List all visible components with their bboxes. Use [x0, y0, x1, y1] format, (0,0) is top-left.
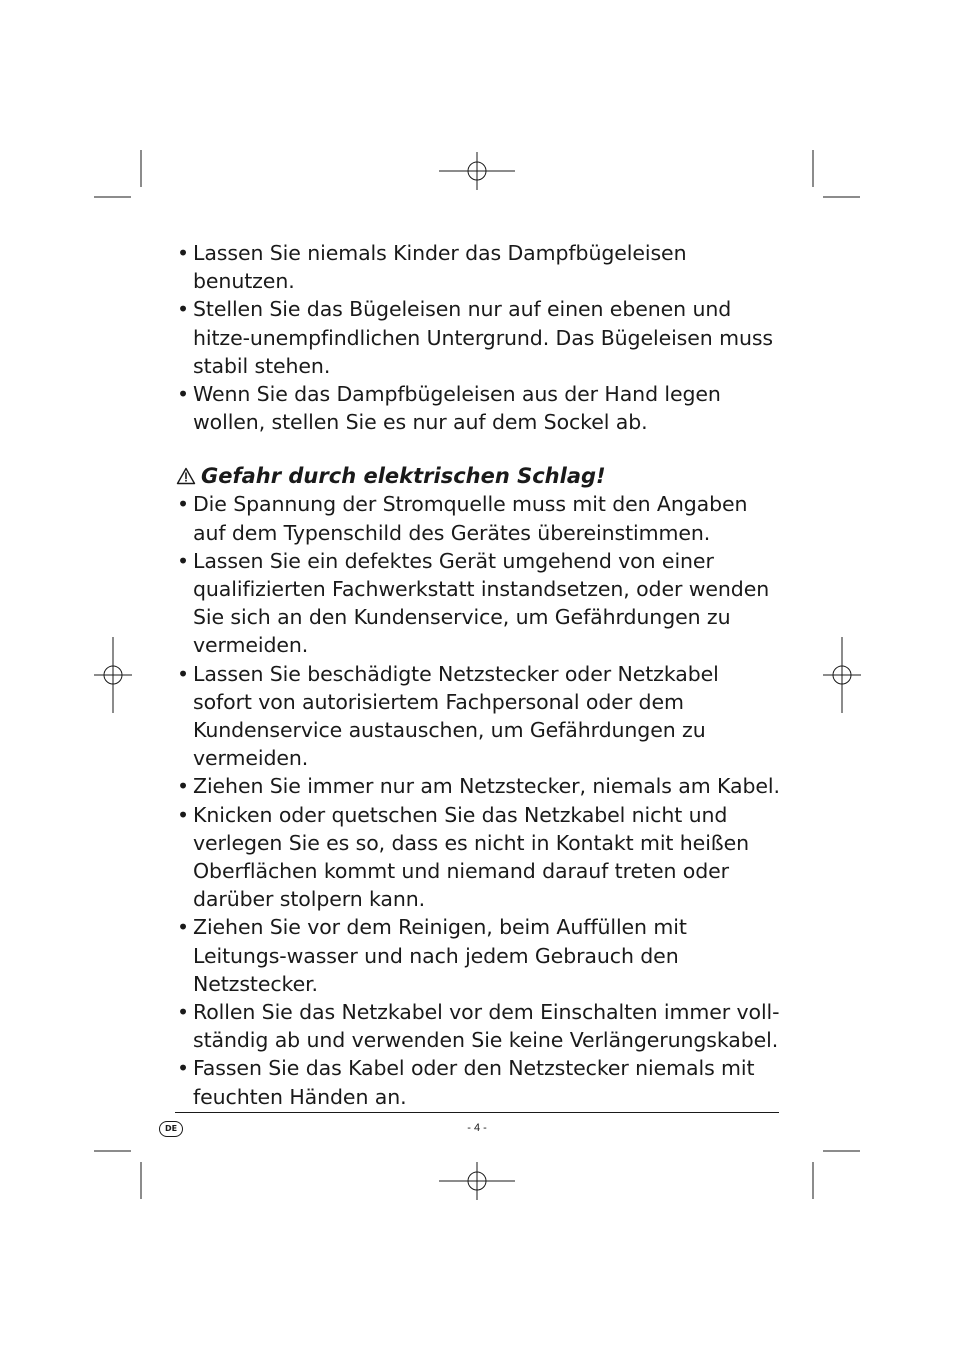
- list-item: [176, 239, 780, 295]
- list-item-text: Lassen Sie beschädigte Netzstecker oder Netzkabel sofort von autorisiertem Fachpersonal oder dem Kundenservice austauschen, um Gefährdungen zu vermeiden.: [193, 661, 719, 771]
- bullet-icon: •: [177, 774, 189, 799]
- section-heading: [176, 462, 780, 490]
- bullet-icon: •: [177, 1000, 189, 1025]
- registration-target-top: [439, 152, 515, 190]
- list-item: [176, 547, 780, 660]
- list-item-text: Fassen Sie das Kabel oder den Netzstecker niemals mit feuchten Händen an.: [193, 1056, 755, 1109]
- list-item: [176, 1054, 780, 1110]
- bullet-icon: •: [177, 297, 189, 322]
- list-item: [176, 913, 780, 998]
- page-content: [176, 239, 780, 1111]
- list-item: [176, 998, 780, 1054]
- page-number: - 4 -: [467, 1122, 487, 1134]
- footer-divider: [175, 1112, 779, 1113]
- list-item-text: Ziehen Sie vor dem Reinigen, beim Auffüllen mit Leitungs-wasser und nach jedem Gebrauch den Netzstecker.: [193, 915, 687, 996]
- bullet-icon: •: [177, 1056, 189, 1081]
- list-item: [176, 801, 780, 914]
- list-item-text: Lassen Sie ein defektes Gerät umgehend von einer qualifizierten Fachwerkstatt instandsetzen, oder wenden Sie sich an den Kundenservice, um Gefährdungen zu vermeiden.: [193, 548, 770, 658]
- list-item-text: Wenn Sie das Dampfbügeleisen aus der Hand legen wollen, stellen Sie es nur auf dem Sockel ab.: [193, 382, 721, 435]
- bullet-icon: •: [177, 802, 189, 827]
- list-item-text: Rollen Sie das Netzkabel vor dem Einschalten immer voll-ständig ab und verwenden Sie keine Verlängerungskabel.: [193, 1000, 780, 1053]
- safety-list-electric: [176, 490, 780, 1110]
- list-item: [176, 772, 780, 800]
- list-item: [176, 295, 780, 380]
- language-badge: DE: [159, 1121, 183, 1137]
- warning-triangle-icon: [176, 467, 196, 485]
- list-item-text: Die Spannung der Stromquelle muss mit den Angaben auf dem Typenschild des Gerätes übereinstimmen.: [193, 492, 748, 545]
- bullet-icon: •: [177, 382, 189, 407]
- bullet-icon: •: [177, 492, 189, 517]
- bullet-icon: •: [177, 661, 189, 686]
- list-item: [176, 380, 780, 436]
- list-item: [176, 660, 780, 773]
- bullet-icon: •: [177, 548, 189, 573]
- registration-target-left: [94, 637, 132, 713]
- list-item-text: Lassen Sie niemals Kinder das Dampfbügeleisen benutzen.: [193, 241, 687, 294]
- bullet-icon: •: [177, 915, 189, 940]
- list-item-text: Ziehen Sie immer nur am Netzstecker, niemals am Kabel.: [193, 774, 780, 799]
- list-item: [176, 490, 780, 546]
- bullet-icon: •: [177, 241, 189, 265]
- section-heading-text: Gefahr durch elektrischen Schlag!: [201, 464, 606, 489]
- list-item-text: Knicken oder quetschen Sie das Netzkabel nicht und verlegen Sie es so, dass es nicht in Kontakt mit heißen Oberflächen kommt und niemand darauf treten oder darüber stolpern kann.: [193, 802, 750, 912]
- list-item-text: Stellen Sie das Bügeleisen nur auf einen ebenen und hitze-unempfindlichen Untergrund. Das Bügeleisen muss stabil stehen.: [193, 297, 774, 378]
- registration-target-right: [823, 637, 861, 713]
- registration-target-bottom: [439, 1162, 515, 1200]
- safety-list-general: [176, 239, 780, 436]
